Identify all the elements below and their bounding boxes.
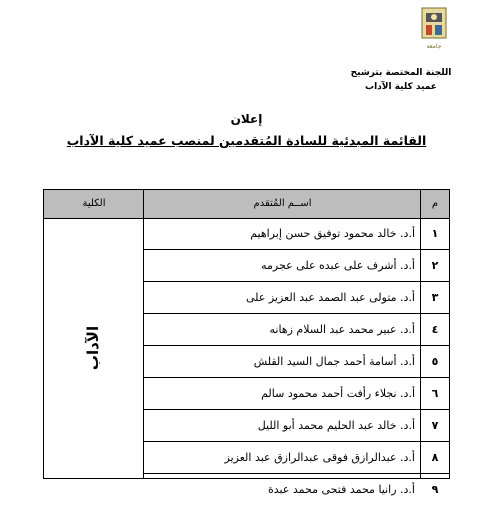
candidate-name: أ.د. أسامة أحمد جمال السيد القلش bbox=[253, 355, 415, 368]
table-row bbox=[144, 378, 449, 410]
committee-line1: اللجنة المختصة بترشيح bbox=[350, 68, 452, 78]
header-faculty: الكلية bbox=[82, 198, 106, 209]
announcement-title: إعلان bbox=[230, 112, 263, 126]
row-number: ٥ bbox=[431, 355, 439, 368]
svg-text:جامعة: جامعة bbox=[426, 43, 442, 50]
candidate-name: أ.د. أشرف على عبده على عجرمه bbox=[261, 259, 415, 272]
candidate-name: أ.د. رانيا محمد فتحى محمد عبدة bbox=[267, 483, 415, 496]
row-number: ٩ bbox=[431, 483, 439, 496]
row-number: ٤ bbox=[431, 323, 439, 336]
faculty-cell bbox=[44, 218, 143, 478]
university-crest-icon bbox=[414, 6, 454, 56]
candidate-name: أ.د. نجلاء رأفت أحمد محمود سالم bbox=[261, 387, 415, 400]
table-row bbox=[144, 346, 449, 378]
row-number: ٨ bbox=[431, 451, 439, 464]
candidate-name: أ.د. عبير محمد عبد السلام زهانه bbox=[269, 323, 415, 336]
announcement-subtitle: القائمة المبدئية للسادة المُتقدمين لمنصب عميد كلية الآداب bbox=[66, 133, 427, 148]
committee-line2: عميد كلية الآداب bbox=[365, 82, 437, 92]
faculty-value: الآداب bbox=[84, 325, 103, 371]
committee-heading bbox=[331, 66, 471, 94]
table-row bbox=[144, 442, 449, 474]
table-row bbox=[144, 250, 449, 282]
header-name: اســم المُتقدم bbox=[253, 198, 312, 209]
candidate-name: أ.د. متولى عبد الصمد عبد العزيز على bbox=[245, 291, 415, 304]
table-row bbox=[144, 314, 449, 346]
candidate-name: أ.د. خالد محمود توفيق حسن إبراهيم bbox=[250, 227, 415, 240]
table-row bbox=[144, 474, 449, 506]
table-row bbox=[144, 218, 449, 250]
row-number: ٦ bbox=[431, 387, 439, 400]
candidate-name: أ.د. عبدالرازق فوقى عبدالرازق عبد العزيز bbox=[224, 451, 415, 464]
table-row bbox=[144, 282, 449, 314]
row-number: ٧ bbox=[431, 419, 439, 432]
row-number: ٢ bbox=[431, 259, 439, 272]
table-header bbox=[44, 190, 449, 219]
header-number: م bbox=[431, 198, 439, 209]
candidates-table bbox=[43, 189, 450, 496]
row-number: ١ bbox=[431, 227, 439, 240]
table-row bbox=[144, 410, 449, 442]
candidate-name: أ.د. خالد عبد الحليم محمد أبو الليل bbox=[257, 419, 415, 432]
row-number: ٣ bbox=[431, 291, 439, 304]
